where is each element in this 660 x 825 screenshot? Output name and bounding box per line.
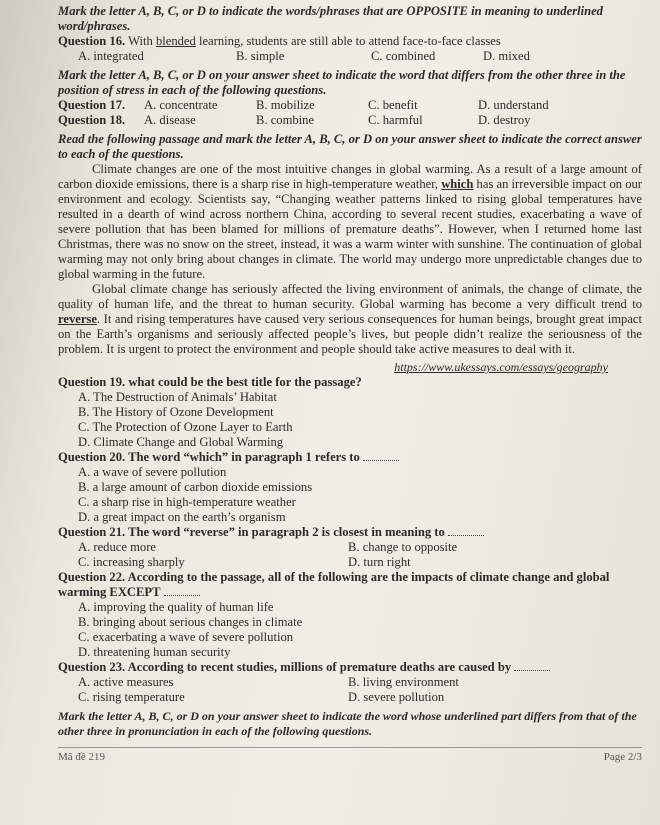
q16-underlined: blended <box>155 34 196 48</box>
q21-stem: Question 21. The word “reverse” in paragraph 2 is closest in meaning to <box>58 525 445 539</box>
q22-option-c: C. exacerbating a wave of severe pollution <box>78 630 294 644</box>
q21-option-c: C. increasing sharply <box>78 555 185 569</box>
q20-stem: Question 20. The word “which” in paragraph 1 refers to <box>58 450 360 464</box>
page-number: Page 2/3 <box>603 751 642 763</box>
q23-blank <box>514 660 550 671</box>
q22-option-a: A. improving the quality of human life <box>78 600 274 614</box>
exam-code: Mã đề 219 <box>58 751 106 763</box>
p1-text-a: Climate changes are one of the most intuitive changes in global warming. As a result of a large amount of carbon dioxide emissions, there is a sharp rise in high-temperature weather, <box>58 162 642 191</box>
question-18 <box>58 113 642 128</box>
q16-option-b: B. simple <box>236 49 285 63</box>
p2-text-a: Global climate change has seriously affected the living environment of animals, the change of climate, the quality of human life, and the threat to human security. Global warming has become a very difficult trend to <box>58 282 642 311</box>
q17-option-b: B. mobilize <box>256 98 315 112</box>
passage-paragraph-1 <box>58 162 642 282</box>
q16-pre: With <box>125 34 156 48</box>
q17-option-d: D. understand <box>478 98 549 112</box>
q21-option-a: A. reduce more <box>78 540 156 554</box>
q16-options <box>58 49 642 64</box>
q18-option-b: B. combine <box>256 113 315 127</box>
q23-option-d: D. severe pollution <box>348 690 445 704</box>
q18-option-a: A. disease <box>144 113 196 127</box>
question-21 <box>58 525 642 570</box>
q16-option-a: A. integrated <box>78 49 144 63</box>
p2-text-b: . It and rising temperatures have caused very serious consequences for human beings, brought great impact on the Earth’s organisms and seriously affected people’s lives, but people didn’t realize the seriousness of the problem. It is urgent to protect the environment and people should take active measures to deal with it. <box>58 312 642 356</box>
q21-option-b: B. change to opposite <box>348 540 458 554</box>
section3-instruction: Read the following passage and mark the letter A, B, C, or D on your answer sheet to indicate the correct answer to each of the questions. <box>58 132 642 161</box>
q23-option-a: A. active measures <box>78 675 174 689</box>
q19-option-a: A. The Destruction of Animals’ Habitat <box>78 390 277 404</box>
question-20 <box>58 450 642 525</box>
q20-option-b: B. a large amount of carbon dioxide emissions <box>78 480 313 494</box>
passage-source-link[interactable]: https://www.ukessays.com/essays/geography <box>394 360 608 374</box>
p2-underlined-reverse: reverse <box>58 312 97 326</box>
passage-paragraph-2 <box>58 282 642 357</box>
q19-stem: Question 19. what could be the best title for the passage? <box>58 375 362 389</box>
q16-option-c: C. combined <box>371 49 436 63</box>
question-17 <box>58 98 642 113</box>
q19-option-c: C. The Protection of Ozone Layer to Earth <box>78 420 293 434</box>
q23-stem: Question 23. According to recent studies, millions of premature deaths are caused by <box>58 660 512 674</box>
q18-number: Question 18. <box>58 113 126 127</box>
q22-blank <box>164 585 200 596</box>
q17-option-a: A. concentrate <box>144 98 218 112</box>
question-16 <box>58 34 642 49</box>
q16-option-d: D. mixed <box>483 49 530 63</box>
q18-option-d: D. destroy <box>478 113 531 127</box>
section4-instruction: Mark the letter A, B, C, or D on your answer sheet to indicate the word whose underlined part differs from that of the other three in pronunciation in each of the following questions. <box>58 709 637 738</box>
q17-option-c: C. benefit <box>368 98 418 112</box>
q22-stem: Question 22. According to the passage, all of the following are the impacts of climate change and global warming EXCEPT <box>58 570 610 599</box>
page-footer <box>58 747 642 765</box>
question-22 <box>58 570 642 660</box>
q23-option-b: B. living environment <box>348 675 459 689</box>
section1-instruction: Mark the letter A, B, C, or D to indicate the words/phrases that are OPPOSITE in meaning to underlined word/phrases. <box>58 4 603 33</box>
q18-option-c: C. harmful <box>368 113 423 127</box>
q19-option-d: D. Climate Change and Global Warming <box>78 435 284 449</box>
q16-post: learning, students are still able to attend face-to-face classes <box>195 34 501 48</box>
q21-option-d: D. turn right <box>348 555 411 569</box>
q20-option-c: C. a sharp rise in high-temperature weather <box>78 495 296 509</box>
q17-number: Question 17. <box>58 98 126 112</box>
q16-number: Question 16. <box>58 34 126 48</box>
q22-option-b: B. bringing about serious changes in climate <box>78 615 303 629</box>
q20-blank <box>363 450 399 461</box>
q23-option-c: C. rising temperature <box>78 690 185 704</box>
q20-option-d: D. a great impact on the earth’s organism <box>78 510 286 524</box>
q21-blank <box>448 525 484 536</box>
p1-underlined-which: which <box>441 177 474 191</box>
question-23 <box>58 660 642 705</box>
section2-instruction: Mark the letter A, B, C, or D on your answer sheet to indicate the word that differs from the other three in the position of stress in each of the following questions. <box>58 68 626 97</box>
q19-option-b: B. The History of Ozone Development <box>78 405 274 419</box>
p1-text-b: has an irreversible impact on our environment and ecology. Scientists say, “Changing weather patterns linked to rising global temperatures have resulted in a dearth of wind across northern China, according to several recent studies, exacerbating a wave of severe pollution that has been blamed for millions of premature deaths”. However, when I returned home last Christmas, there was no snow on the street, instead, it was a warm winter with sunshine. The continuation of global warming may not only bring about changes in climate. The world may undergo more unpredictable changes due to global warming in the future. <box>58 177 642 281</box>
question-19 <box>58 375 642 450</box>
q20-option-a: A. a wave of severe pollution <box>78 465 227 479</box>
q22-option-d: D. threatening human security <box>78 645 231 659</box>
